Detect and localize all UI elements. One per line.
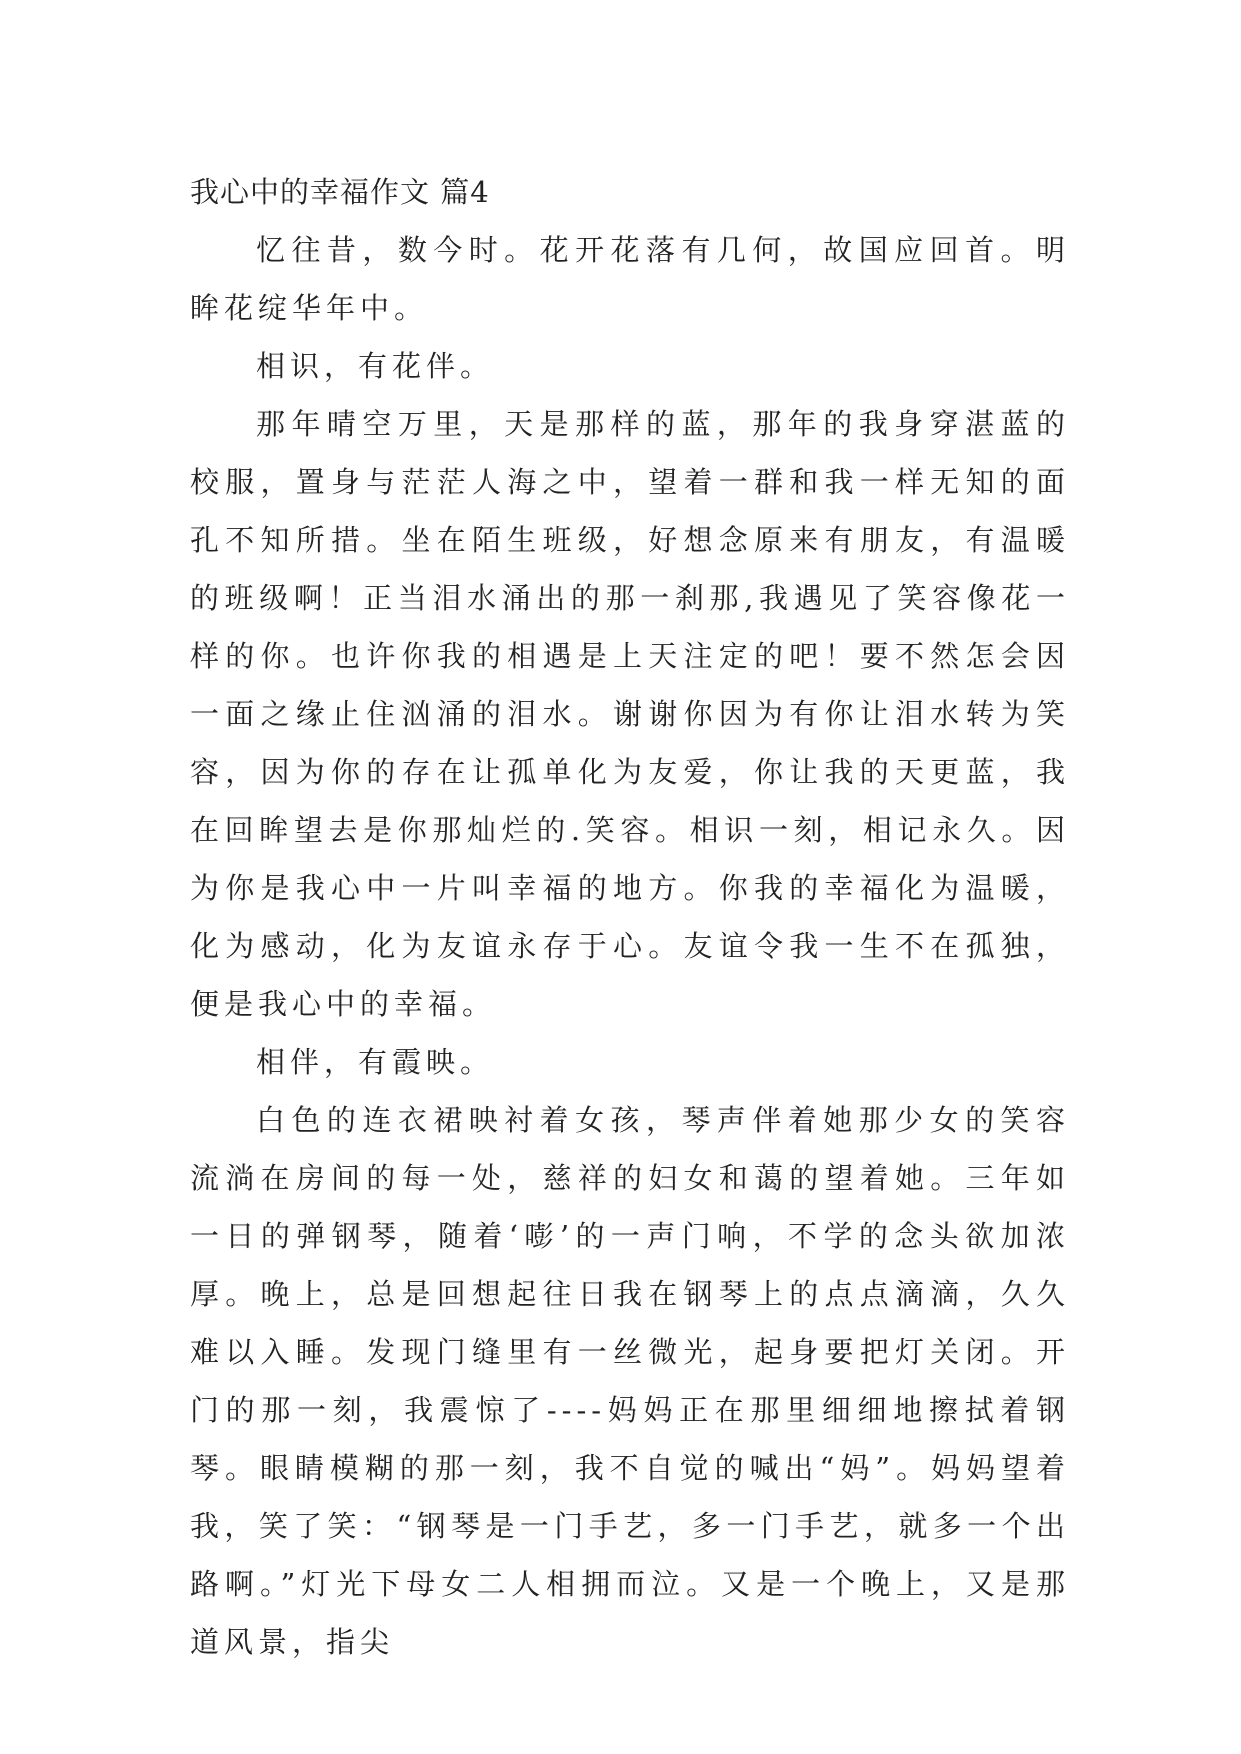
essay-title: 我心中的幸福作文 篇4: [190, 175, 490, 209]
paragraph: 白色的连衣裙映衬着女孩，琴声伴着她那少女的笑容流淌在房间的每一处，慈祥的妇女和蔼的望着她。三年如一日的弹钢琴，随着‘嘭’的一声门响，不学的念头欲加浓厚。晚上，总是回想起往日我在钢琴上的点点滴滴，久久难以入睡。发现门缝里有一丝微光，起身要把灯关闭。开门的那一刻，我震惊了----妈妈正在那里细细地擦拭着钢琴。眼睛模糊的那一刻，我不自觉的喊出“妈”。妈妈望着我，笑了笑：“钢琴是一门手艺，多一门手艺，就多一个出路啊。”灯光下母女二人相拥而泣。又是一个晚上，又是那道风景，指尖: [190, 1103, 1070, 1659]
paragraph: 相识，有花伴。: [256, 349, 495, 383]
paragraph: 相伴，有霞映。: [256, 1045, 495, 1079]
document-body: [190, 163, 1070, 1671]
paragraph: 忆往昔，数今时。花开花落有几何，故国应回首。明眸花绽华年中。: [190, 233, 1070, 325]
paragraph: 那年晴空万里，天是那样的蓝，那年的我身穿湛蓝的校服，置身与茫茫人海之中，望着一群和我一样无知的面孔不知所措。坐在陌生班级，好想念原来有朋友，有温暖的班级啊！正当泪水涌出的那一刹那,我遇见了笑容像花一样的你。也许你我的相遇是上天注定的吧！要不然怎会因一面之缘止住汹涌的泪水。谢谢你因为有你让泪水转为笑容，因为你的存在让孤单化为友爱，你让我的天更蓝，我在回眸望去是你那灿烂的.笑容。相识一刻，相记永久。因为你是我心中一片叫幸福的地方。你我的幸福化为温暖，化为感动，化为友谊永存于心。友谊令我一生不在孤独，便是我心中的幸福。: [190, 407, 1070, 1021]
